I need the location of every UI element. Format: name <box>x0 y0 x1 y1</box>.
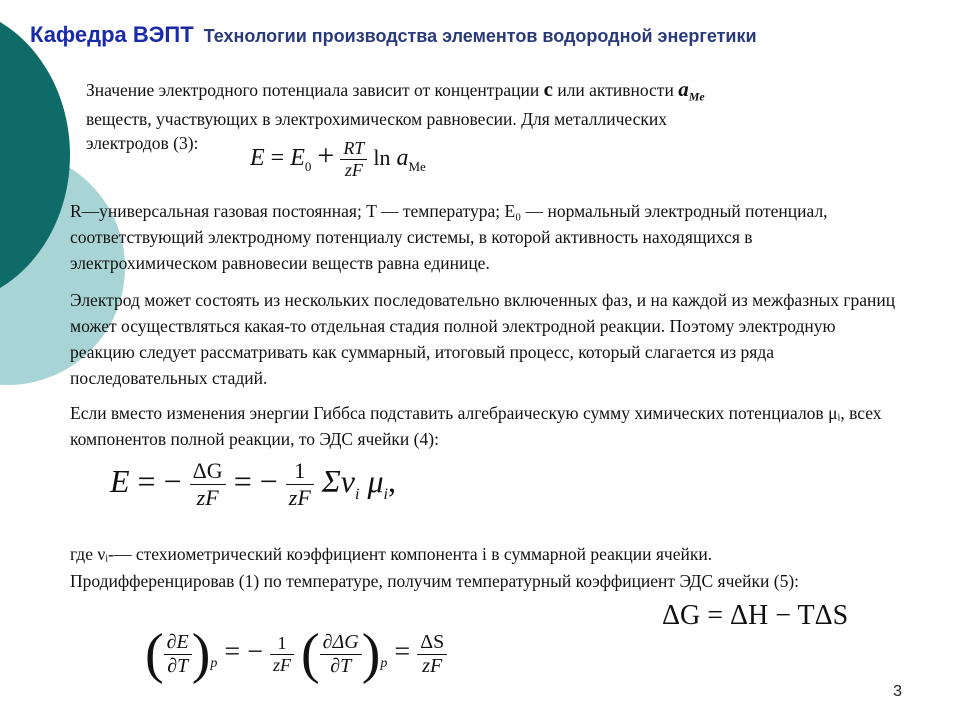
f4-comma: , <box>387 462 396 499</box>
f3-E0: E <box>290 145 305 172</box>
f5-fraction-4 <box>417 631 447 678</box>
f5-num3: ∂ΔG <box>320 631 362 655</box>
p1-text-b: или активности <box>557 80 674 100</box>
f3-num: RT <box>340 138 367 160</box>
slide-header <box>30 22 757 48</box>
f5-lparen1: ( <box>145 623 164 685</box>
paragraph-1-line2: веществ, участвующих в электрохимическом равновесии. Для металлических <box>86 109 668 129</box>
paragraph-5: где νᵢ-— стехиометрический коэффициент компонента i в суммарной реакции ячейки. <box>70 544 713 564</box>
f4-sum-sub: i <box>355 486 360 504</box>
f5-fraction-1 <box>164 631 192 678</box>
paragraph-1 <box>86 76 886 110</box>
f5-eq2: = <box>394 636 411 668</box>
f5-sub1: p <box>210 656 218 672</box>
f4-fraction-1 <box>190 458 226 511</box>
f4-den1: zF <box>196 485 219 510</box>
f5-minus: − <box>247 636 264 668</box>
p1-a: a <box>678 77 689 101</box>
f4-num1: ΔG <box>190 458 226 485</box>
f5-den2: zF <box>273 654 292 675</box>
formula-4 <box>110 458 396 511</box>
f5-rparen2: ) <box>361 623 381 685</box>
f4-num2: 1 <box>286 458 314 485</box>
f4-eq1: = <box>137 462 156 499</box>
f4-mu: μ <box>367 462 384 499</box>
f4-sum: Σν <box>321 462 355 499</box>
page-number: 3 <box>893 683 902 700</box>
f5-fraction-2 <box>270 633 294 676</box>
paragraph-3: Электрод может состоять из нескольких последовательно включенных фаз, и на каждой из межфазных границ может осуществляться какая-то отдельная стадия полной электродной реакции. Поэтому электродную реакцию следует рассматривать как суммарный, итоговый процесс, который слагается из ряда последовательных стадий. <box>70 290 896 388</box>
p1-c: c <box>543 77 553 101</box>
slide-title: Технологии производства элементов водородной энергетики <box>203 26 757 46</box>
f3-fraction <box>340 138 367 181</box>
f4-E: E <box>110 462 130 499</box>
f4-eq2: = <box>233 462 252 499</box>
f5-den4: zF <box>422 654 443 677</box>
f5-num4: ΔS <box>417 631 447 655</box>
f3-E0-sub: 0 <box>304 158 312 174</box>
f5-fraction-3 <box>320 631 362 678</box>
p1-a-sub: Me <box>688 89 705 104</box>
f4-den2: zF <box>288 485 311 510</box>
paragraph-1-line3: электродов (3): <box>86 133 199 153</box>
f3-den: zF <box>344 160 363 180</box>
f3-ln: ln <box>373 145 391 171</box>
f5-den1: ∂T <box>167 654 189 677</box>
f5-eq1: = <box>224 636 241 668</box>
formula-gibbs: ΔG = ΔH − TΔS <box>662 600 849 631</box>
f5-lparen2: ( <box>301 623 320 685</box>
f4-mu-sub: i <box>383 486 388 504</box>
f5-num1: ∂E <box>164 631 192 655</box>
f3-a: a <box>396 145 409 172</box>
f5-rparen1: ) <box>191 623 211 685</box>
department-name: Кафедра ВЭПТ <box>30 22 194 47</box>
f4-minus1: − <box>163 462 182 499</box>
f3-E: E <box>250 145 265 172</box>
formula-3 <box>250 138 426 181</box>
paragraph-2: R—универсальная газовая постоянная; T — температура; E₀ — нормальный электродный потенциал, соответствующий электродному потенциалу системы, в которой активность находящихся в электрохимическом равновесии веществ равна единице. <box>70 201 828 273</box>
f5-den3: ∂T <box>330 654 352 677</box>
f3-eq: = <box>270 145 285 172</box>
f5-num2: 1 <box>270 633 294 655</box>
f3-a-sub: Me <box>408 158 426 174</box>
f3-plus: + <box>317 139 335 173</box>
f4-fraction-2 <box>286 458 314 511</box>
f4-minus2: − <box>259 462 278 499</box>
paragraph-4: Если вместо изменения энергии Гиббса подставить алгебраическую сумму химических потенциалов μᵢ, всех компонентов полной реакции, то ЭДС ячейки (4): <box>70 403 882 449</box>
f5-sub2: p <box>380 656 388 672</box>
paragraph-6: Продифференцировав (1) по температуре, получим температурный коэффициент ЭДС ячейки (5): <box>70 571 800 591</box>
formula-5 <box>145 623 447 685</box>
p1-text-a: Значение электродного потенциала зависит от концентрации <box>86 80 540 100</box>
